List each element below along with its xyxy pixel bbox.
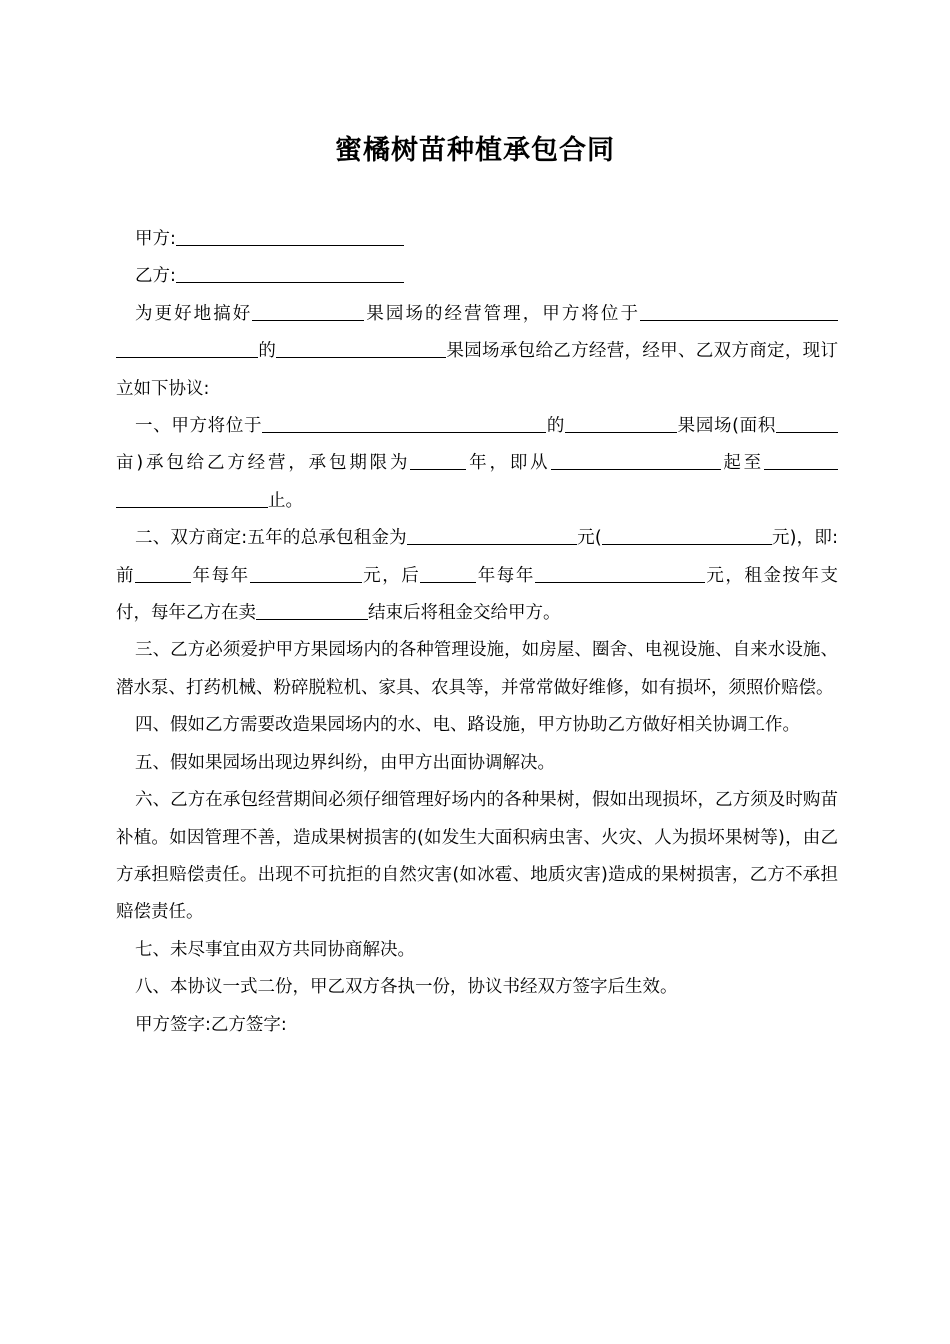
clause-text: 元，后 [361, 565, 421, 586]
party-a-line [116, 221, 838, 258]
party-b-line [116, 258, 838, 295]
orchard-name-blank [276, 339, 446, 358]
clause-2 [116, 520, 838, 632]
intro-text: 果园场的经营管理，甲方将位于 [364, 303, 641, 324]
party-b-label: 乙方: [135, 266, 176, 287]
start-date-blank [551, 451, 721, 470]
party-a-blank [176, 227, 404, 246]
clause-6: 六、乙方在承包经营期间必须仔细管理好场内的各种果树，假如出现损坏，乙方须及时购苗补植。如因管理不善，造成果树损害的(如发生大面积病虫害、火灾、人为损坏果树等)，由乙方承担赔偿责任。出现不可抗拒的自然灾害(如冰雹、地质灾害)造成的果树损害，乙方不承担赔偿责任。 [116, 790, 838, 923]
clause-7: 七、未尽事宜由双方共同协商解决。 [135, 939, 415, 960]
clause-text: 的 [546, 416, 566, 437]
party-a-signature-label: 甲方签字: [135, 1014, 211, 1035]
years-blank [420, 563, 476, 582]
area-blank [814, 414, 838, 433]
signature-line [116, 1007, 838, 1046]
clause-text: 元，租金按年支付，每年乙方在卖 [116, 565, 839, 624]
clause-text: 起至 [720, 453, 765, 474]
clause-text: 结束后将租金交给甲方。 [368, 603, 561, 624]
area-blank [776, 414, 814, 433]
clause-text: 元( [576, 528, 602, 549]
harvest-blank [256, 601, 368, 620]
clause-5: 五、假如果园场出现边界纠纷，由甲方出面协调解决。 [135, 752, 555, 773]
total-rent-words-blank [602, 526, 772, 545]
clause-text: 亩)承包给乙方经营，承包期限为 [116, 453, 411, 474]
party-b-signature-label: 乙方签字: [210, 1014, 287, 1035]
document-body [116, 221, 838, 1046]
annual-rent-blank [250, 563, 362, 582]
location-blank [116, 339, 258, 358]
clause-text: 一、甲方将位于 [135, 416, 263, 437]
orchard-name-blank [252, 301, 364, 320]
intro-text: 为更好地搞好 [135, 303, 253, 324]
annual-rent-blank [535, 563, 705, 582]
intro-text: 的 [258, 341, 277, 362]
clause-1 [116, 408, 838, 520]
intro-paragraph [116, 296, 838, 408]
clause-text: 元)，即:前 [116, 528, 838, 586]
clause-3: 三、乙方必须爱护甲方果园场内的各种管理设施，如房屋、圈舍、电视设施、自来水设施、潜水泵、打药机械、粉碎脱粒机、家具、农具等，并常常做好维修，如有损坏，须照价赔偿。 [116, 640, 838, 698]
total-rent-blank [407, 526, 577, 545]
party-a-label: 甲方: [135, 229, 176, 249]
clause-8: 八、本协议一式二份，甲乙双方各执一份，协议书经双方签字后生效。 [135, 977, 678, 998]
clause-text: 年，即从 [466, 453, 551, 474]
clause-text: 止。 [268, 490, 303, 511]
end-date-blank [116, 488, 268, 507]
orchard-name-blank [565, 414, 677, 433]
document-title: 蜜橘树苗种植承包合同 [335, 135, 615, 166]
clause-text: 二、双方商定:五年的总承包租金为 [135, 528, 407, 549]
intro-text: 果园场承包给乙方经营，经甲、乙双方商定，现订立如下协议: [116, 341, 838, 399]
party-b-blank [176, 264, 404, 283]
clause-text: 果园场(面积 [677, 416, 777, 437]
years-blank [410, 451, 466, 470]
end-date-blank [764, 451, 838, 470]
clause-text: 年每年 [191, 565, 250, 586]
location-blank [262, 414, 546, 433]
clause-4: 四、假如乙方需要改造果园场内的水、电、路设施，甲方协助乙方做好相关协调工作。 [135, 715, 800, 736]
location-blank [640, 301, 838, 320]
clause-text: 年每年 [476, 565, 535, 586]
years-blank [135, 563, 191, 582]
